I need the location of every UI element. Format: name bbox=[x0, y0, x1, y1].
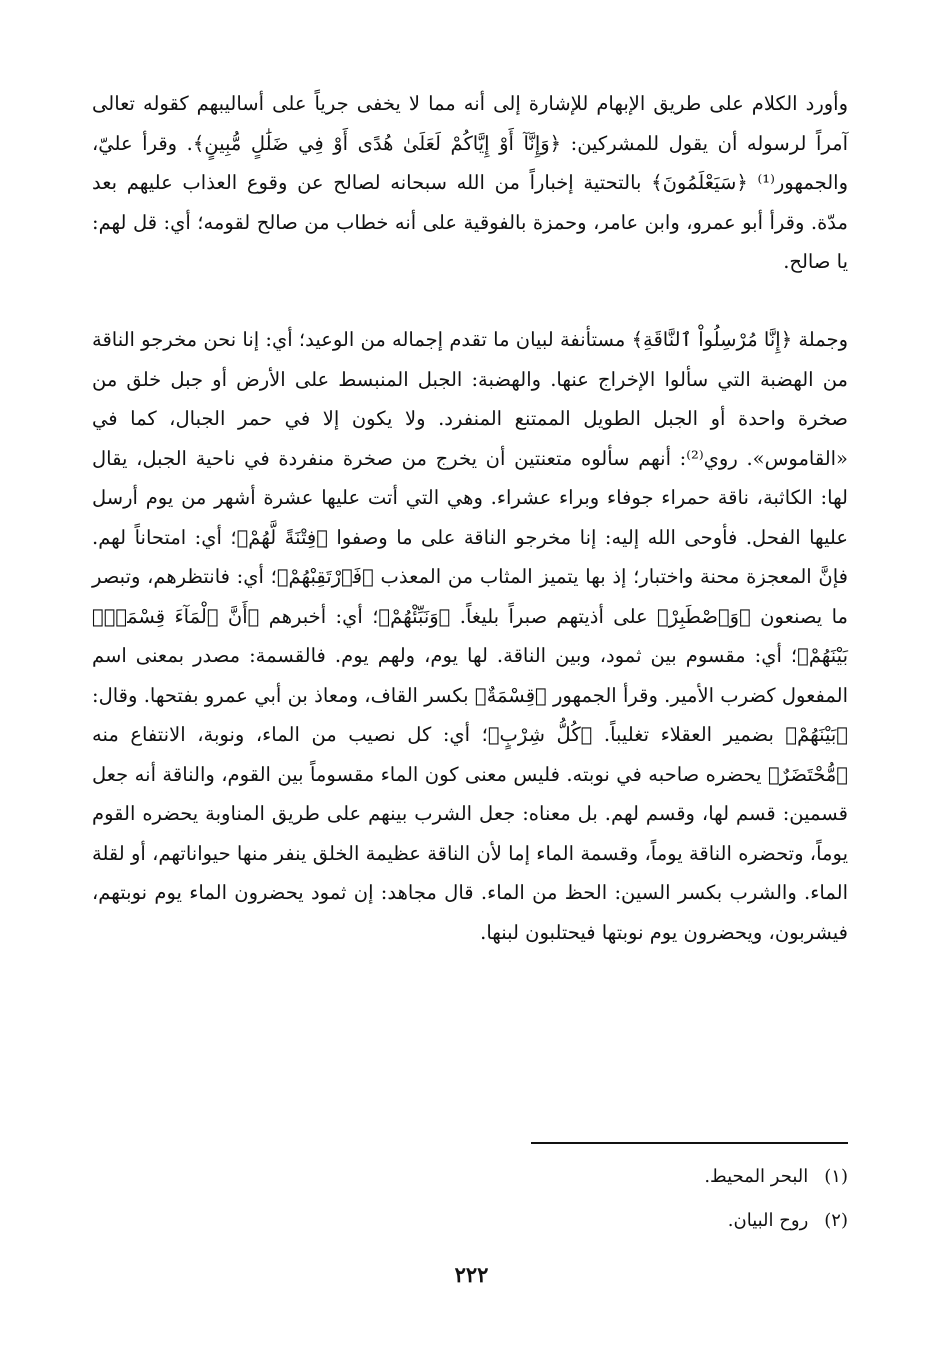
footnote-1 bbox=[704, 1164, 848, 1190]
page-number: ٢٢٢ bbox=[454, 1262, 489, 1287]
paragraph-1: وأورد الكلام على طريق الإبهام للإشارة إلى أنه مما لا يخفى جرياً على أساليبهم كقوله تعالى آمراً لرسوله أن يقول للمشركين: ﴿وَإِنَّآ أَوْ إِيَّاكُمْ لَعَلَىٰ هُدًى أَوْ فِي ضَلَٰلٍ مُّبِينٍ﴾. وقرأ عليّ، والجمهور⁽¹⁾ ﴿سَيَعْلَمُونَ﴾ بالتحتية إخباراً من الله سبحانه لصالح عن وقوع العذاب عليهم بعد مدّة. وقرأ أبو عمرو، وابن عامر، وحمزة بالفوقية على أنه خطاب من صالح لقومه؛ أي: قل لهم: يا صالح. bbox=[92, 92, 848, 273]
footnote-number: (١) bbox=[824, 1166, 848, 1187]
paragraph-2: وجملة ﴿إِنَّا مُرْسِلُواْ ٱلنَّاقَةِ﴾ مستأنفة لبيان ما تقدم إجماله من الوعيد؛ أي: إنا نحن مخرجو الناقة من الهضبة التي سألوا الإخراج عنها. والهضبة: الجبل المنبسط على الأرض أو جبل خلق من صخرة واحدة أو الجبل الطويل الممتنع المنفرد. ولا يكون إلا في حمر الجبال، كما في «القاموس». روي⁽²⁾: أنهم سألوه متعنتين أن يخرج من صخرة منفردة في ناحية الجبل، يقال لها: الكاثبة، ناقة حمراء جوفاء وبراء عشراء. وهي التي أتت عليها عشرة أشهر من يوم أرسل عليها الفحل. فأوحى الله إليه: إنا مخرجو الناقة على ما وصفوا ﴿فِتْنَةً لَّهُمْ﴾؛ أي: امتحاناً لهم. فإنَّ المعجزة محنة واختبار؛ إذ بها يتميز المثاب من المعذب ﴿فَٱرْتَقِبْهُمْ﴾؛ أي: فانتظرهم، وتبصر ما يصنعون ﴿وَٱصْطَبِرْ﴾ على أذيتهم صبراً بليغاً. ﴿وَنَبِّئْهُمْ﴾؛ أي: أخبرهم ﴿أَنَّ ٱلْمَآءَ قِسْمَةٌۢ بَيْنَهُمْ﴾؛ أي: مقسوم بين ثمود، وبين الناقة. لها يوم، ولهم يوم. فالقسمة: مصدر بمعنى اسم المفعول كضرب الأمير. وقرأ الجمهور ﴿قِسْمَةٌ﴾ بكسر القاف، ومعاذ بن أبي عمرو بفتحها. وقال: ﴿بَيْنَهُمْ﴾ بضمير العقلاء تغليباً. ﴿كُلُّ شِرْبٍ﴾؛ أي: كل نصيب من الماء، ونوبة، الانتفاع منه ﴿مُّحْتَضَرٌ﴾ يحضره صاحبه في نوبته. فليس معنى كون الماء مقسوماً بين القوم، والناقة أنه جعل قسمين: قسم لها، وقسم لهم. بل معناه: جعل الشرب بينهم على طريق المناوبة يحضره القوم يوماً، وتحضره الناقة يوماً، وقسمة الماء إما لأن الناقة عظيمة الخلق ينفر منها حيواناتهم، أو لقلة الماء. والشرب بكسر السين: الحظ من الماء. قال مجاهد: إن ثمود يحضرون الماء يوم نوبتهم، فيشربون، ويحضرون يوم نوبتها فيحتلبون لبنها. bbox=[92, 328, 848, 944]
footnote-2 bbox=[728, 1208, 848, 1234]
footnote-number: (٢) bbox=[824, 1210, 848, 1231]
footnote-text: روح البيان. bbox=[727, 1210, 809, 1231]
footnote-text: البحر المحيط. bbox=[704, 1166, 809, 1187]
footnote-separator bbox=[531, 1142, 848, 1144]
